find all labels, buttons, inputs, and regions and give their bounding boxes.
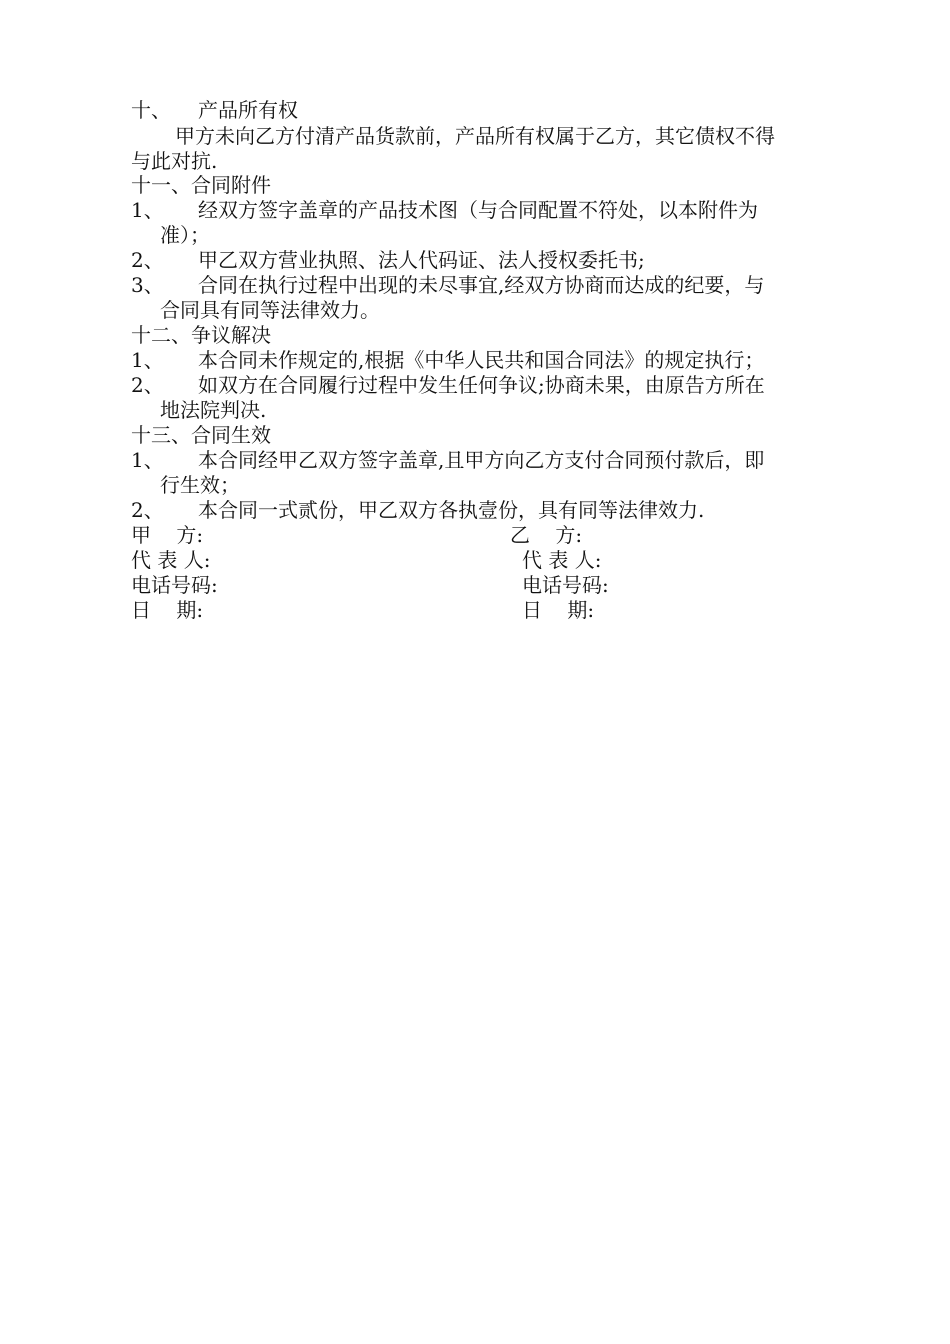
section-13-item-1-line2: 行生效； xyxy=(160,473,240,497)
section-13-item-1-number: 1、 xyxy=(131,448,164,472)
section-12-item-2-line2: 地法院判决. xyxy=(160,398,267,422)
section-10-title: 产品所有权 xyxy=(198,98,298,122)
party-a-label: 甲 方: xyxy=(131,523,204,547)
section-10-body-line2: 与此对抗. xyxy=(131,149,218,173)
section-11-item-2-line1: 甲乙双方营业执照、法人代码证、法人授权委托书; xyxy=(198,248,645,272)
section-11-heading: 十一、合同附件 xyxy=(131,173,271,197)
section-12-heading: 十二、争议解决 xyxy=(131,323,271,347)
party-b-label: 乙 方: xyxy=(510,523,583,547)
section-11-item-2-number: 2、 xyxy=(131,248,164,272)
section-11-item-3-line2: 合同具有同等法律效力。 xyxy=(160,298,380,322)
party-a-date-label: 日 期: xyxy=(131,598,204,622)
section-12-item-1-line1: 本合同未作规定的,根据《中华人民共和国合同法》的规定执行； xyxy=(198,348,765,372)
party-a-phone-label: 电话号码: xyxy=(131,573,218,597)
section-12-item-1-number: 1、 xyxy=(131,348,164,372)
party-b-phone-label: 电话号码: xyxy=(522,573,609,597)
party-b-date-label: 日 期: xyxy=(522,598,595,622)
section-11-item-3-line1: 合同在执行过程中出现的未尽事宜,经双方协商而达成的纪要，与 xyxy=(198,273,765,297)
section-13-item-2-number: 2、 xyxy=(131,498,164,522)
section-11-item-1-line2: 准）； xyxy=(160,223,210,247)
section-13-heading: 十三、合同生效 xyxy=(131,423,271,447)
section-10-number: 十、 xyxy=(131,98,171,122)
section-13-item-2-line1: 本合同一式贰份，甲乙双方各执壹份，具有同等法律效力. xyxy=(198,498,705,522)
section-10-body-line1: 甲方未向乙方付清产品货款前，产品所有权属于乙方，其它债权不得 xyxy=(175,124,775,148)
party-a-representative-label: 代 表 人: xyxy=(131,548,211,572)
section-12-item-2-number: 2、 xyxy=(131,373,164,397)
party-b-representative-label: 代 表 人: xyxy=(522,548,602,572)
section-13-item-1-line1: 本合同经甲乙双方签字盖章,且甲方向乙方支付合同预付款后，即 xyxy=(198,448,765,472)
section-12-item-2-line1: 如双方在合同履行过程中发生任何争议;协商未果，由原告方所在 xyxy=(198,373,765,397)
section-11-item-1-line1: 经双方签字盖章的产品技术图（与合同配置不符处，以本附件为 xyxy=(198,198,758,222)
section-11-item-3-number: 3、 xyxy=(131,273,164,297)
section-11-item-1-number: 1、 xyxy=(131,198,164,222)
